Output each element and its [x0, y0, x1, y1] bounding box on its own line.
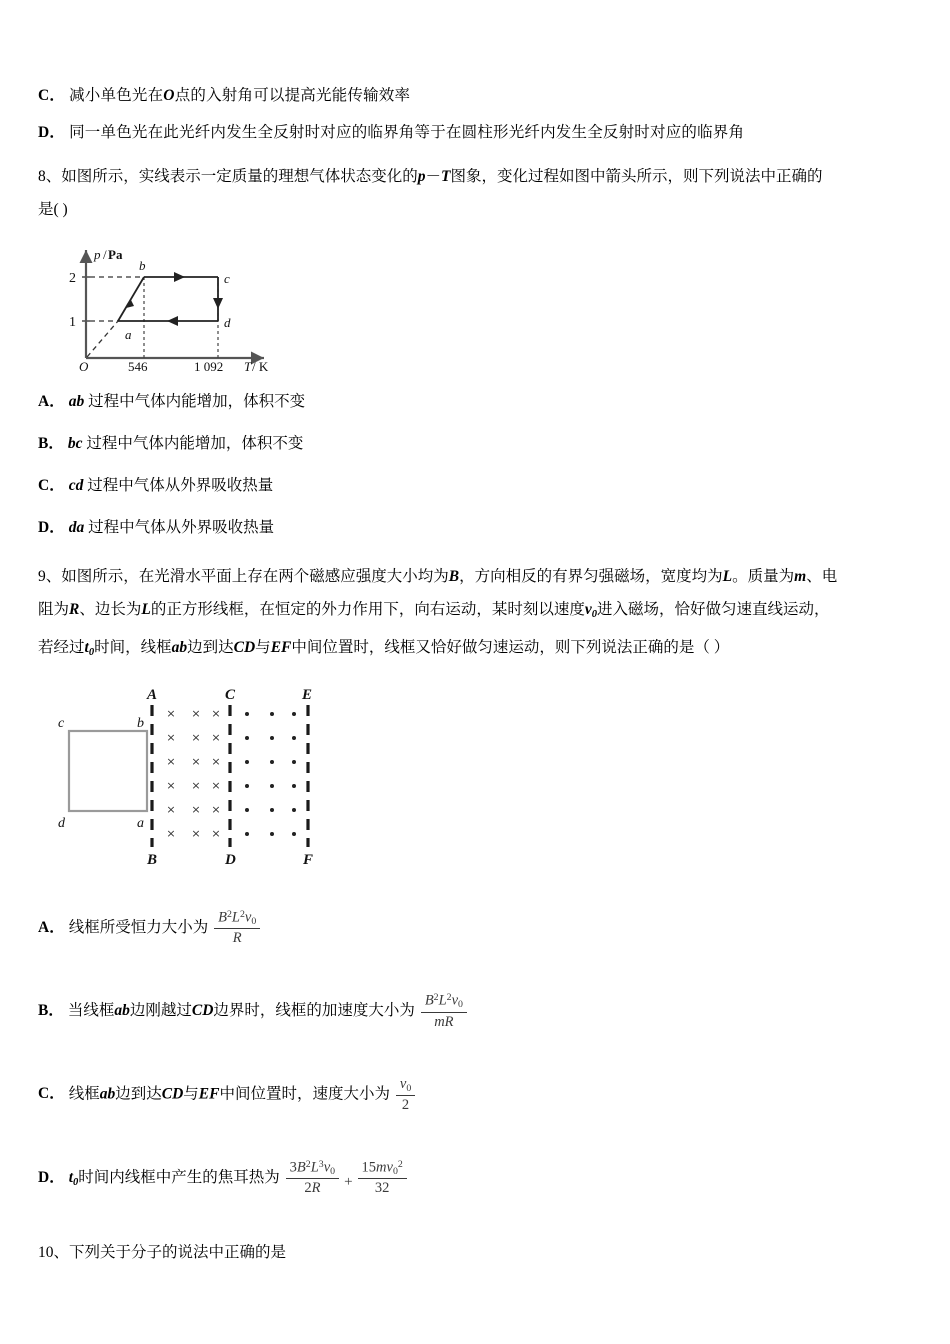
field-region-out-of-page: [245, 712, 296, 836]
svg-text:×: ×: [191, 706, 201, 720]
q9-stem-2a: 阻为: [38, 601, 70, 618]
q9-option-b-text-a: 当线框: [67, 1002, 115, 1020]
q9-option-c-em-cd: CD: [161, 1085, 184, 1103]
q9-option-b-label: B．: [38, 1002, 64, 1020]
y-axis-label: p: [94, 247, 101, 262]
svg-text:×: ×: [191, 754, 201, 768]
q8-option-a: [38, 392, 918, 412]
q9-symbol-CD: CD: [233, 638, 256, 656]
q9-option-c-em-ef: EF: [198, 1085, 220, 1103]
q9-symbol-v0-sub: 0: [591, 608, 598, 620]
q9-option-c-em-ab: ab: [99, 1085, 116, 1103]
q9-option-a-denominator: R: [232, 930, 242, 947]
q10-stem: [38, 1236, 918, 1269]
q7-option-d: [38, 123, 918, 143]
q8-option-d: [38, 518, 918, 538]
conducting-loop: [69, 731, 147, 811]
q9-option-b-numerator: $B^2L^2v_0$: [421, 992, 467, 1012]
loop-label-c: c: [58, 715, 65, 731]
q8-stem-cont: 是( ): [38, 201, 68, 218]
loop-label-b: b: [137, 715, 144, 731]
q8-option-a-label: A．: [38, 393, 65, 410]
q9-option-a-label: A．: [38, 918, 65, 936]
y-tick-1: 1: [69, 315, 76, 330]
q9-option-a-text: 线框所受恒力大小为: [68, 918, 209, 936]
q9-symbol-t0-sub: 0: [88, 646, 95, 658]
q9-symbol-R: R: [69, 601, 80, 618]
q9-option-a-formula: [214, 909, 260, 946]
q9-symbol-v0: v: [584, 601, 592, 618]
svg-text:×: ×: [211, 802, 221, 816]
q9-symbol-L1: L: [722, 568, 733, 585]
origin-label: O: [79, 359, 89, 372]
x-axis-label: T: [244, 359, 252, 372]
q9-option-d-numerator2: $15mv_0^2$: [358, 1159, 407, 1179]
q8-option-b-label: B．: [38, 435, 64, 452]
q7-option-c-text-a: 减小单色光在: [69, 87, 164, 104]
q9-option-c-label: C．: [38, 1085, 65, 1103]
svg-text:×: ×: [166, 754, 176, 768]
q9-option-d-formula2: [358, 1159, 407, 1196]
q9-option-b-denominator: mR: [434, 1013, 454, 1030]
q8-stem-part2: 图象，变化过程如图中箭头所示，则下列说法中正确的: [450, 168, 823, 185]
q9-number: 9、: [38, 568, 62, 585]
q9-symbol-ab: ab: [171, 638, 188, 656]
q9-stem-1a: 如图所示，在光滑水平面上存在两个磁感应强度大小均为: [61, 568, 449, 585]
q10-text: 下列关于分子的说法中正确的是: [69, 1244, 287, 1262]
arrow-bc: [174, 272, 185, 282]
q7-option-d-text: 同一单色光在此光纤内发生全反射时对应的临界角等于在圆柱形光纤内发生全反射时对应的临界角: [69, 124, 745, 141]
q9-option-a-numerator: $B^2L^2v_0$: [214, 909, 260, 929]
svg-text:×: ×: [166, 778, 176, 792]
q8-number: 8、: [38, 168, 62, 185]
q8-option-c-process: cd: [68, 477, 84, 494]
y-tick-2: 2: [69, 271, 76, 286]
q9-symbol-L2: L: [141, 601, 151, 618]
q9-option-c-text-b: 边到达: [115, 1085, 162, 1103]
q9-stem-line1: [38, 560, 918, 593]
x-tick-1092: 1 092: [194, 359, 224, 372]
boundary-label-A: A: [147, 686, 158, 703]
field-diagram-svg: [44, 679, 379, 869]
q9-stem-3c: 边到达: [187, 638, 234, 656]
q9-stem-3d: 与: [255, 638, 271, 656]
svg-text:×: ×: [211, 826, 221, 840]
q9-option-c-text-a: 线框: [68, 1085, 100, 1103]
svg-text:/: /: [103, 247, 107, 262]
svg-text:×: ×: [166, 826, 176, 840]
q9-stem-2b: 、边长为: [79, 601, 142, 618]
q9-option-a: [38, 909, 918, 946]
q8-option-a-text: 过程中气体内能增加，体积不变: [84, 393, 306, 410]
svg-text:×: ×: [211, 754, 221, 768]
svg-text:×: ×: [191, 826, 201, 840]
q9-option-d-numerator1: $3B^2L^3v_0$: [286, 1159, 339, 1179]
q9-symbol-B: B: [448, 568, 460, 585]
svg-text:×: ×: [211, 706, 221, 720]
svg-text:×: ×: [191, 778, 201, 792]
svg-text:×: ×: [191, 802, 201, 816]
q9-symbol-t0: t: [84, 638, 89, 656]
q8-dash: －: [425, 168, 442, 185]
q9-stem-line2: [38, 593, 918, 631]
q10-number: 10、: [38, 1244, 70, 1262]
boundary-label-E: E: [302, 686, 313, 703]
point-label-b: b: [139, 258, 146, 273]
arrow-cd: [213, 298, 223, 309]
q8-symbol-p: p: [417, 168, 426, 185]
q8-option-c-label: C．: [38, 477, 65, 494]
q9-option-c-formula: [396, 1076, 415, 1113]
pt-graph-svg: [46, 240, 331, 372]
svg-text:×: ×: [166, 802, 176, 816]
boundary-label-B: B: [147, 851, 158, 868]
q9-symbol-m: m: [794, 568, 807, 585]
loop-label-d: d: [58, 815, 65, 831]
q9-stem-1c: 。质量为: [732, 568, 795, 585]
q8-stem-part1: 如图所示，实线表示一定质量的理想气体状态变化的: [61, 168, 418, 185]
q9-option-c: [38, 1076, 918, 1113]
page-content: [38, 86, 918, 1269]
x-tick-546: 546: [128, 359, 148, 372]
q9-stem-1d: 、电: [806, 568, 838, 585]
q9-symbol-EF: EF: [270, 638, 292, 656]
q8-option-c-text: 过程中气体从外界吸收热量: [83, 477, 274, 494]
q7-option-c: [38, 86, 918, 106]
q9-option-c-text-d: 中间位置时，速度大小为: [219, 1085, 390, 1103]
q8-option-d-process: da: [68, 519, 85, 536]
q8-option-b-process: bc: [67, 435, 83, 452]
q9-option-b-em-cd: CD: [191, 1002, 214, 1020]
pressure-temperature-chart: [46, 240, 331, 372]
q8-option-b-text: 过程中气体内能增加，体积不变: [82, 435, 304, 452]
q9-option-b-formula: [421, 992, 467, 1029]
q8-option-d-text: 过程中气体从外界吸收热量: [84, 519, 275, 536]
q7-option-c-point: O: [163, 87, 175, 104]
q9-stem-2d: 进入磁场，恰好做匀速直线运动，: [597, 601, 830, 618]
q9-option-d-label: D．: [38, 1168, 65, 1186]
q9-option-d-operator: +: [344, 1173, 353, 1190]
q8-option-a-process: ab: [68, 393, 85, 410]
svg-text:×: ×: [166, 706, 176, 720]
loop-label-a: a: [137, 815, 144, 831]
q8-option-c: [38, 476, 918, 496]
q9-option-d-text: 时间内线框中产生的焦耳热为: [78, 1168, 280, 1186]
boundary-label-F: F: [303, 851, 314, 868]
boundary-label-C: C: [225, 686, 236, 703]
point-label-d: d: [224, 315, 231, 330]
q9-option-d-denominator2: 32: [374, 1179, 390, 1196]
q9-stem-1b: ，方向相反的有界匀强磁场，宽度均为: [459, 568, 723, 585]
q9-option-c-numerator: $v_0$: [396, 1076, 415, 1096]
q8-symbol-t: T: [441, 168, 451, 185]
point-label-a: a: [125, 327, 132, 342]
q9-stem-3a: 若经过: [38, 638, 85, 656]
svg-text:×: ×: [211, 778, 221, 792]
arrow-da: [167, 316, 178, 326]
q9-stem-3b: 时间，线框: [94, 638, 172, 656]
q9-option-b: [38, 992, 918, 1029]
q9-option-d-denominator1: 2R: [304, 1179, 321, 1196]
magnetic-field-diagram: [44, 679, 379, 869]
svg-text:×: ×: [191, 730, 201, 744]
q9-option-d-formula1: [286, 1159, 339, 1196]
svg-text:/ K: / K: [252, 359, 269, 372]
svg-text:Pa: Pa: [108, 247, 123, 262]
boundary-label-D: D: [225, 851, 236, 868]
q7-option-d-label: D．: [38, 124, 66, 141]
q9-stem-3e: 中间位置时，线框又恰好做匀速运动，则下列说法正确的是（ ）: [291, 638, 730, 656]
point-label-c: c: [224, 271, 230, 286]
svg-text:×: ×: [166, 730, 176, 744]
q9-option-c-text-c: 与: [183, 1085, 199, 1103]
q9-stem-2c: 的正方形线框，在恒定的外力作用下，向右运动，某时刻以速度: [150, 601, 585, 618]
q7-option-c-label: C．: [38, 87, 66, 104]
q9-stem-line3: [38, 631, 918, 669]
field-region-into-page: [166, 707, 220, 840]
q7-option-c-text-b: 点的入射角可以提高光能传输效率: [174, 87, 411, 104]
svg-text:×: ×: [211, 730, 221, 744]
q9-option-c-denominator: 2: [401, 1096, 410, 1113]
guide-origin-ray: [87, 321, 118, 357]
q9-option-d-em-t0: $t_0$: [68, 1168, 79, 1188]
q9-option-b-text-c: 边界时，线框的加速度大小为: [213, 1002, 415, 1020]
q9-option-b-em-ab: ab: [114, 1002, 130, 1020]
q9-option-d: [38, 1159, 918, 1196]
q8-stem: [38, 160, 918, 193]
q8-option-b: [38, 434, 918, 454]
q8-option-d-label: D．: [38, 519, 65, 536]
q9-option-b-text-b: 边刚越过: [129, 1002, 192, 1020]
segment-ab: [118, 277, 144, 321]
